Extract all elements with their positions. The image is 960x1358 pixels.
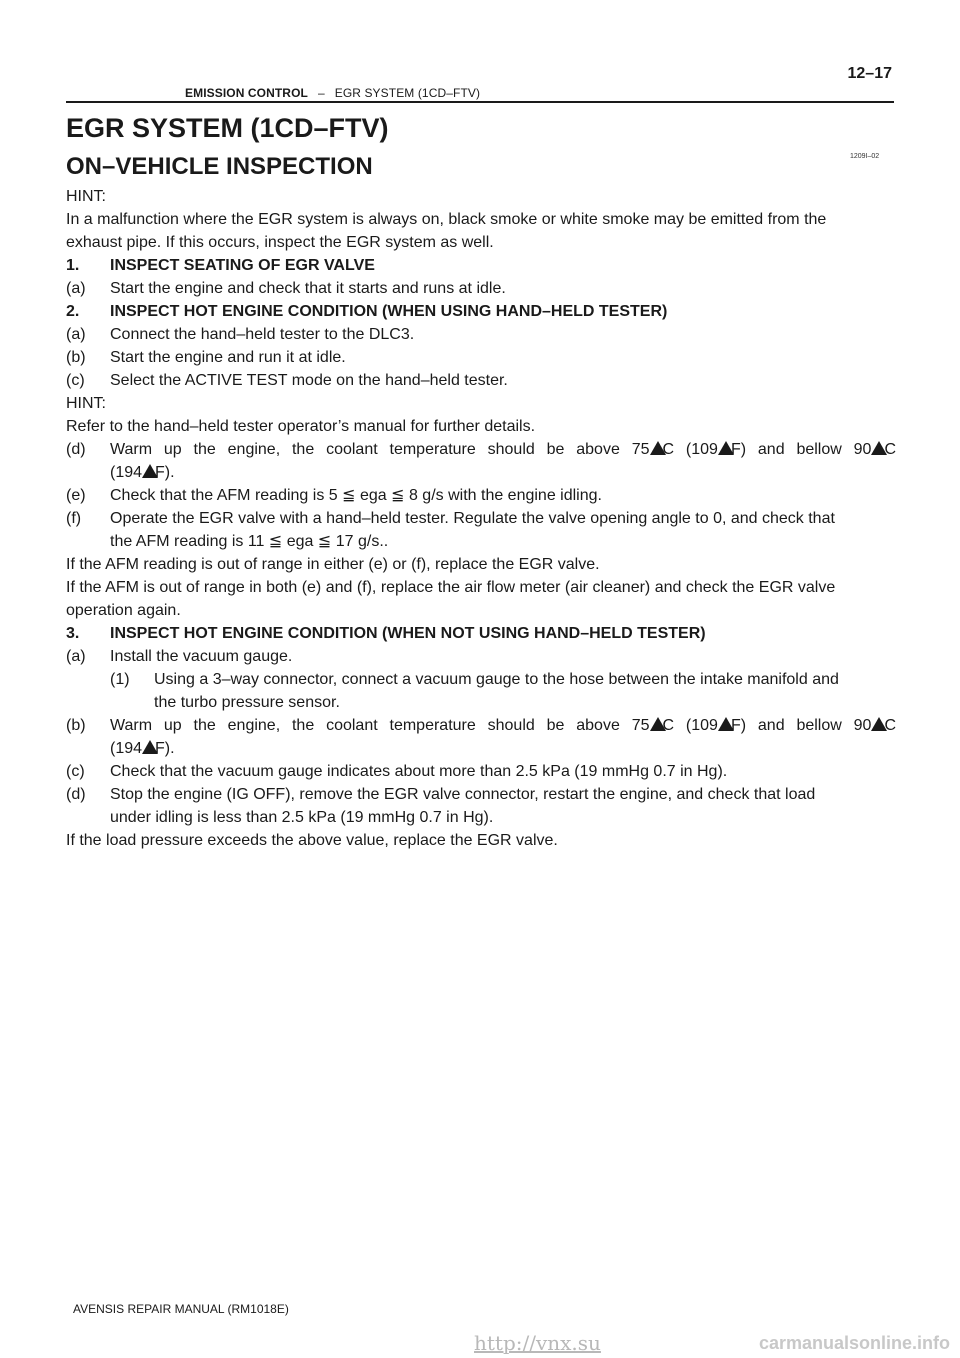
item-text: Check that the AFM reading is 5 ≦ ega ≦ 8 g/s with the engine idling. bbox=[110, 487, 602, 504]
step-2-item-a bbox=[66, 323, 896, 346]
step-title: INSPECT SEATING OF EGR VALVE bbox=[110, 257, 375, 274]
item-label: (c) bbox=[66, 763, 85, 780]
step-2-note-1: If the AFM reading is out of range in either (e) or (f), replace the EGR valve. bbox=[66, 556, 600, 573]
item-b-line-2 bbox=[110, 737, 896, 760]
step-2-note-2-line-1: If the AFM is out of range in both (e) and (f), replace the air flow meter (air cleaner) and check the EGR valve bbox=[66, 579, 836, 596]
hint-paragraph bbox=[66, 208, 896, 254]
item-text: Install the vacuum gauge. bbox=[110, 648, 293, 665]
item-text: (194 bbox=[110, 740, 143, 757]
step-3-note: If the load pressure exceeds the above value, replace the EGR valve. bbox=[66, 832, 558, 849]
subitem-label: (1) bbox=[110, 671, 130, 688]
step-3-item-a-1 bbox=[66, 668, 896, 714]
item-text: C (109 bbox=[662, 441, 718, 458]
hint-line-2: exhaust pipe. If this occurs, inspect the EGR system as well. bbox=[66, 234, 494, 251]
page-number: 12–17 bbox=[847, 65, 892, 82]
item-text: F). bbox=[155, 464, 175, 481]
item-text: F) and bellow 90 bbox=[730, 717, 872, 734]
page-subtitle: ON–VEHICLE INSPECTION bbox=[66, 153, 373, 180]
item-d-line-1 bbox=[110, 438, 896, 461]
item-text: Start the engine and check that it starts and runs at idle. bbox=[110, 280, 506, 297]
watermark-link[interactable]: http://vnx.su bbox=[474, 1331, 601, 1355]
step-number: 1. bbox=[66, 257, 80, 274]
item-text: C bbox=[884, 717, 897, 734]
item-label: (c) bbox=[66, 372, 85, 389]
step-2-note-2-line-2: operation again. bbox=[66, 602, 181, 619]
item-d-line-2 bbox=[110, 461, 896, 484]
item-text: F). bbox=[155, 740, 175, 757]
item-label: (d) bbox=[66, 441, 86, 458]
step-3-item-d bbox=[66, 783, 896, 829]
item-label: (b) bbox=[66, 349, 86, 366]
hint-line-1: In a malfunction where the EGR system is always on, black smoke or white smoke may be emitted from the bbox=[66, 211, 827, 228]
item-label: (b) bbox=[66, 717, 86, 734]
page-title: EGR SYSTEM (1CD–FTV) bbox=[66, 113, 389, 143]
item-f-line-1: Operate the EGR valve with a hand–held tester. Regulate the valve opening angle to 0, and check that bbox=[110, 510, 835, 527]
item-label: (f) bbox=[66, 510, 82, 527]
step-2-hint-label: HINT: bbox=[66, 395, 106, 412]
step-2-heading bbox=[66, 300, 896, 323]
header-section-name: EMISSION CONTROL bbox=[185, 86, 308, 100]
item-label: (a) bbox=[66, 326, 86, 343]
header-subsection-name: EGR SYSTEM (1CD–FTV) bbox=[334, 86, 481, 100]
step-title: INSPECT HOT ENGINE CONDITION (WHEN NOT USING HAND–HELD TESTER) bbox=[110, 625, 706, 642]
step-2-hint-text: Refer to the hand–held tester operator’s manual for further details. bbox=[66, 418, 536, 435]
hint-label: HINT: bbox=[66, 188, 106, 205]
item-label: (e) bbox=[66, 487, 86, 504]
item-text: Connect the hand–held tester to the DLC3. bbox=[110, 326, 415, 343]
item-text: (194 bbox=[110, 464, 143, 481]
header-separator: – bbox=[317, 86, 325, 100]
item-label: (d) bbox=[66, 786, 86, 803]
item-d-line-2: under idling is less than 2.5 kPa (19 mmHg 0.7 in Hg). bbox=[110, 809, 494, 826]
item-text: F) and bellow 90 bbox=[730, 441, 872, 458]
document-code: 1209I–02 bbox=[850, 153, 880, 160]
item-text: Start the engine and run it at idle. bbox=[110, 349, 346, 366]
step-1-item-a bbox=[66, 277, 896, 300]
item-label: (a) bbox=[66, 280, 86, 297]
item-text: C bbox=[884, 441, 897, 458]
item-text: C (109 bbox=[662, 717, 718, 734]
subitem-line-1: Using a 3–way connector, connect a vacuum gauge to the hose between the intake manifold and bbox=[154, 671, 839, 688]
item-b-line-1 bbox=[110, 714, 896, 737]
step-3-item-a bbox=[66, 645, 896, 668]
document-body bbox=[66, 185, 896, 852]
item-text: Select the ACTIVE TEST mode on the hand–held tester. bbox=[110, 372, 508, 389]
step-3-item-c bbox=[66, 760, 896, 783]
step-2-item-b bbox=[66, 346, 896, 369]
step-2-item-e bbox=[66, 484, 896, 507]
step-3-item-b bbox=[66, 714, 896, 760]
step-title: INSPECT HOT ENGINE CONDITION (WHEN USING HAND–HELD TESTER) bbox=[110, 303, 668, 320]
item-label: (a) bbox=[66, 648, 86, 665]
step-2-item-c bbox=[66, 369, 896, 392]
subitem-line-2: the turbo pressure sensor. bbox=[154, 694, 340, 711]
item-f-line-2: the AFM reading is 11 ≦ ega ≦ 17 g/s.. bbox=[110, 533, 389, 550]
step-number: 2. bbox=[66, 303, 80, 320]
step-3-heading bbox=[66, 622, 896, 645]
item-text: Warm up the engine, the coolant temperature should be above 75 bbox=[110, 441, 650, 458]
page-footer: AVENSIS REPAIR MANUAL (RM1018E) bbox=[73, 1302, 289, 1316]
header-divider bbox=[66, 101, 894, 103]
running-header bbox=[185, 86, 480, 100]
brand-watermark: carmanualsonline.info bbox=[758, 1333, 950, 1353]
step-2-item-f bbox=[66, 507, 896, 553]
item-text: Check that the vacuum gauge indicates about more than 2.5 kPa (19 mmHg 0.7 in Hg). bbox=[110, 763, 728, 780]
step-2-item-d bbox=[66, 438, 896, 484]
item-text: Warm up the engine, the coolant temperature should be above 75 bbox=[110, 717, 650, 734]
item-d-line-1: Stop the engine (IG OFF), remove the EGR valve connector, restart the engine, and check that load bbox=[110, 786, 816, 803]
step-number: 3. bbox=[66, 625, 80, 642]
step-1-heading bbox=[66, 254, 896, 277]
